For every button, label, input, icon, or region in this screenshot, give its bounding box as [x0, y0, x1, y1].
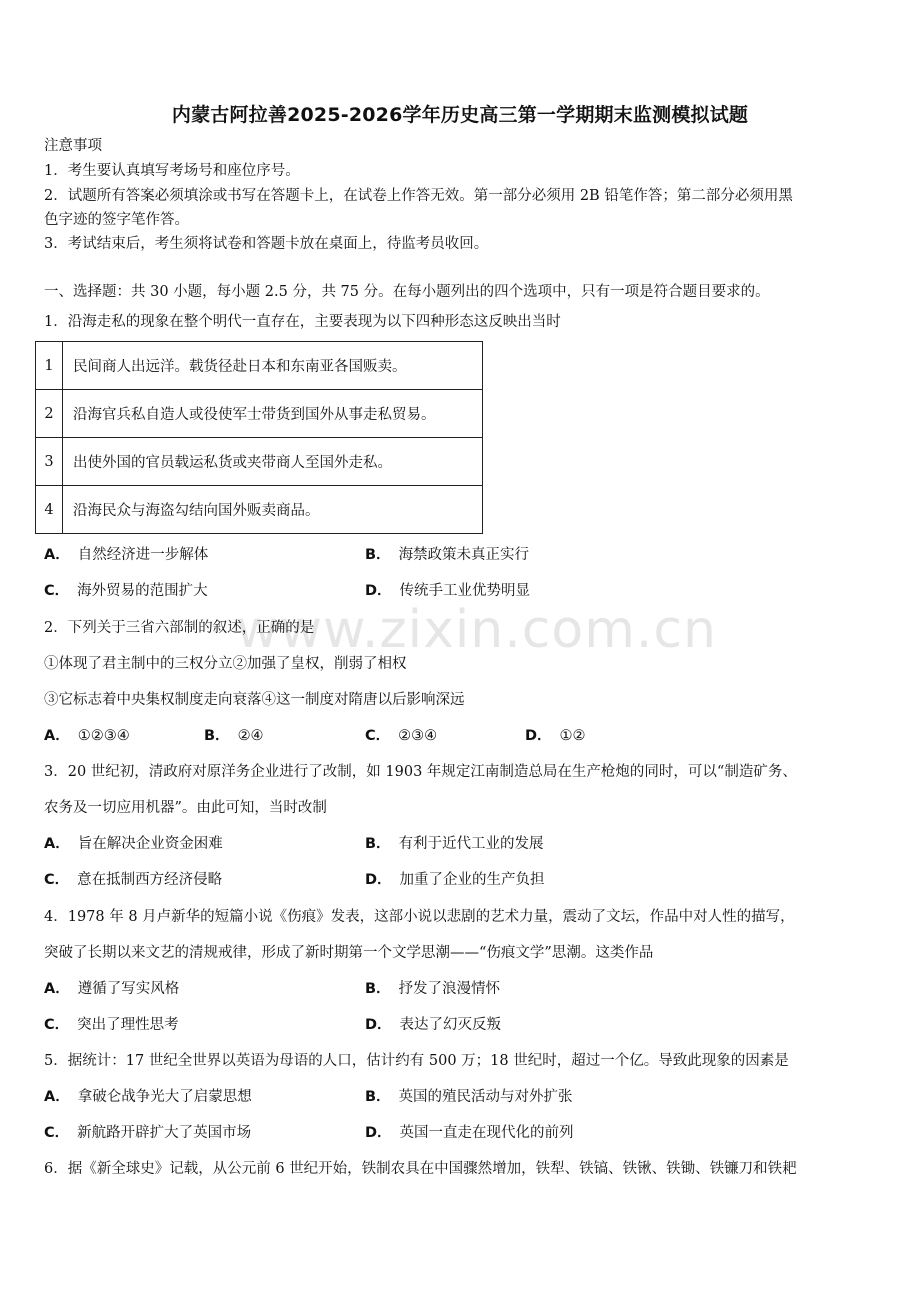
- page-title: 内蒙古阿拉善2025-2026学年历史高三第一学期期末监测模拟试题: [171, 104, 749, 126]
- notice-item: 2．试题所有答案必须填涂或书写在答题卡上，在试卷上作答无效。第一部分必须用 2B 铅笔作答；第二部分必须用黑: [44, 188, 793, 204]
- option-text: 遵循了写实风格: [77, 981, 180, 997]
- option-text: 突出了理性思考: [77, 1017, 179, 1033]
- question-stem-cont: 农务及一切应用机器”。由此可知，当时改制: [44, 800, 327, 816]
- option-key: C．: [44, 1017, 70, 1033]
- notice-item: 色字迹的签字笔作答。: [44, 212, 189, 228]
- option-b[interactable]: [365, 544, 529, 566]
- notice-heading: 注意事项: [44, 138, 102, 154]
- option-text: 英国一直走在现代化的前列: [399, 1125, 574, 1141]
- statement-line: ③它标志着中央集权制度走向衰落④这一制度对隋唐以后影响深远: [44, 692, 465, 708]
- option-a[interactable]: [44, 725, 130, 747]
- table-cell-number: 4: [36, 486, 63, 534]
- option-d[interactable]: [365, 869, 545, 891]
- option-text: ①②③④: [77, 728, 130, 744]
- table-cell-text: 出使外国的官员载运私货或夹带商人至国外走私。: [63, 438, 483, 486]
- option-key: D．: [365, 872, 392, 888]
- option-text: 有利于近代工业的发展: [398, 836, 544, 852]
- option-key: D．: [525, 728, 552, 744]
- question-table: [35, 341, 483, 534]
- option-text: 海外贸易的范围扩大: [77, 583, 208, 599]
- option-a[interactable]: [44, 1086, 252, 1108]
- notice-item: 3．考试结束后，考生须将试卷和答题卡放在桌面上，待监考员收回。: [44, 236, 489, 252]
- question-stem: 4．1978 年 8 月卢新华的短篇小说《伤痕》发表，这部小说以悲剧的艺术力量，震动了文坛，作品中对人性的描写，: [44, 909, 795, 925]
- table-row: [36, 486, 483, 534]
- option-text: 海禁政策未真正实行: [398, 547, 530, 563]
- option-key: B．: [204, 728, 230, 744]
- table-cell-number: 1: [36, 342, 63, 390]
- option-text: 新航路开辟扩大了英国市场: [77, 1125, 252, 1141]
- option-key: B．: [365, 547, 391, 563]
- option-text: 加重了企业的生产负担: [399, 872, 545, 888]
- option-c[interactable]: [44, 869, 222, 891]
- option-d[interactable]: [365, 1014, 501, 1036]
- watermark: www.zixin.com.cn: [236, 600, 717, 660]
- option-key: A．: [44, 836, 70, 852]
- option-text: ②④: [237, 728, 264, 744]
- option-a[interactable]: [44, 833, 223, 855]
- option-d[interactable]: [365, 580, 530, 602]
- option-c[interactable]: [44, 1122, 251, 1144]
- option-key: A．: [44, 547, 70, 563]
- option-d[interactable]: [365, 1122, 574, 1144]
- option-text: 旨在解决企业资金困难: [77, 836, 223, 852]
- option-key: A．: [44, 728, 70, 744]
- option-text: 拿破仑战争光大了启蒙思想: [77, 1089, 252, 1105]
- section-heading: 一、选择题：共 30 小题，每小题 2.5 分，共 75 分。在每小题列出的四个选项中，只有一项是符合题目要求的。: [44, 284, 770, 300]
- option-c[interactable]: [365, 725, 437, 747]
- question-stem: 2．下列关于三省六部制的叙述，正确的是: [44, 620, 315, 636]
- option-key: C．: [365, 728, 391, 744]
- option-text: ②③④: [398, 728, 438, 744]
- option-text: 抒发了浪漫情怀: [398, 981, 501, 997]
- option-text: 表达了幻灭反叛: [399, 1017, 502, 1033]
- option-text: 意在抵制西方经济侵略: [77, 872, 223, 888]
- question-stem: 5．据统计：17 世纪全世界以英语为母语的人口，估计约有 500 万；18 世纪时，超过一个亿。导致此现象的因素是: [44, 1053, 789, 1069]
- option-b[interactable]: [365, 833, 544, 855]
- option-key: D．: [365, 1017, 392, 1033]
- option-c[interactable]: [44, 580, 208, 602]
- option-key: D．: [365, 1125, 392, 1141]
- table-row: [36, 342, 483, 390]
- option-key: A．: [44, 981, 70, 997]
- option-text: 自然经济进一步解体: [77, 547, 209, 563]
- question-stem: 3．20 世纪初，清政府对原洋务企业进行了改制，如 1903 年规定江南制造总局在生产枪炮的同时，可以“制造矿务、: [44, 764, 797, 780]
- table-row: [36, 438, 483, 486]
- table-cell-text: 民间商人出远洋。载货径赴日本和东南亚各国贩卖。: [63, 342, 483, 390]
- option-key: B．: [365, 981, 391, 997]
- option-key: C．: [44, 1125, 70, 1141]
- option-key: C．: [44, 583, 70, 599]
- table-row: [36, 390, 483, 438]
- option-b[interactable]: [365, 1086, 573, 1108]
- option-a[interactable]: [44, 544, 208, 566]
- table-cell-number: 2: [36, 390, 63, 438]
- question-stem: 1．沿海走私的现象在整个明代一直存在，主要表现为以下四种形态这反映出当时: [44, 314, 561, 330]
- statement-line: ①体现了君主制中的三权分立②加强了皇权，削弱了相权: [44, 656, 407, 672]
- table-cell-number: 3: [36, 438, 63, 486]
- option-b[interactable]: [204, 725, 264, 747]
- option-text: 传统手工业优势明显: [399, 583, 531, 599]
- table-cell-text: 沿海民众与海盗勾结向国外贩卖商品。: [63, 486, 483, 534]
- option-d[interactable]: [525, 725, 586, 747]
- option-b[interactable]: [365, 978, 500, 1000]
- question-stem: 6．据《新全球史》记载，从公元前 6 世纪开始，铁制农具在中国骤然增加，铁犁、铁镐、铁锹、铁锄、铁镰刀和铁耙: [44, 1161, 797, 1177]
- notice-item: 1．考生要认真填写考场号和座位序号。: [44, 163, 300, 179]
- question-stem-cont: 突破了长期以来文艺的清规戒律，形成了新时期第一个文学思潮——“伤痕文学”思潮。这类作品: [44, 945, 654, 961]
- option-key: A．: [44, 1089, 70, 1105]
- option-key: D．: [365, 583, 392, 599]
- option-text: ①②: [559, 728, 586, 744]
- option-key: B．: [365, 836, 391, 852]
- table-cell-text: 沿海官兵私自造人或役使军士带货到国外从事走私贸易。: [63, 390, 483, 438]
- option-c[interactable]: [44, 1014, 179, 1036]
- option-key: C．: [44, 872, 70, 888]
- option-key: B．: [365, 1089, 391, 1105]
- option-a[interactable]: [44, 978, 179, 1000]
- option-text: 英国的殖民活动与对外扩张: [398, 1089, 573, 1105]
